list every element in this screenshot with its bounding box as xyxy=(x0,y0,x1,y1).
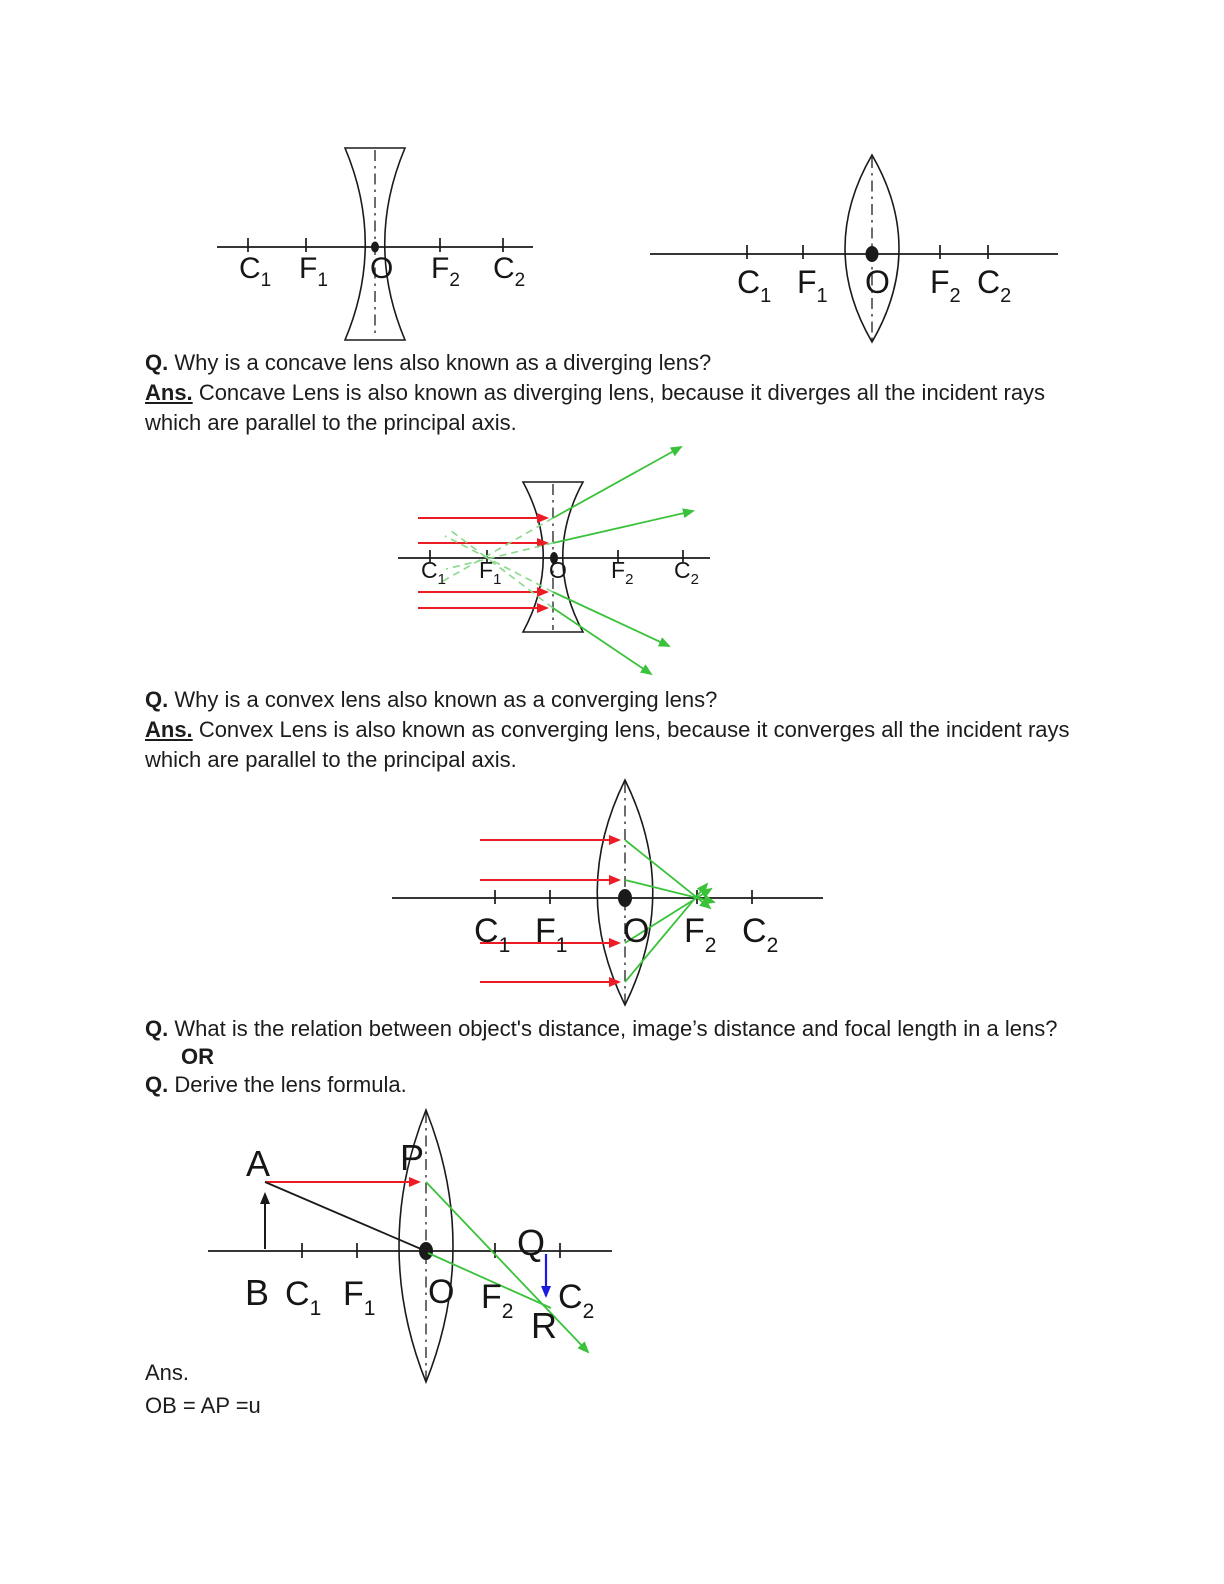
label-r: R xyxy=(531,1305,557,1346)
question-text-1: What is the relation between object's distance, image’s distance and focal length in a lens? xyxy=(174,1016,1058,1041)
label-f2: $F_2$ xyxy=(684,912,717,957)
ans-label: Ans. xyxy=(145,717,193,742)
label-o: O xyxy=(623,912,650,950)
answer-line-1 xyxy=(145,715,1070,745)
optical-centre-dot xyxy=(618,889,632,907)
question-text: Why is a concave lens also known as a diverging lens? xyxy=(174,350,712,375)
label-f1: $F_1$ xyxy=(797,264,828,307)
answer-line-1 xyxy=(145,378,1045,408)
green-diverging-ray xyxy=(553,511,693,543)
diagram-lens-formula xyxy=(200,1100,625,1390)
label-f1: $F_1$ xyxy=(535,912,568,957)
question-line xyxy=(145,685,1070,715)
label-c2: $C_2$ xyxy=(493,252,526,291)
label-f2: $F_2$ xyxy=(930,264,961,307)
green-ray-P-through-F2 xyxy=(426,1182,588,1352)
label-c1: $C_1$ xyxy=(421,557,446,588)
q-label: Q. xyxy=(145,1016,169,1041)
diagram-convex-converging-rays xyxy=(385,770,830,1010)
question-line-2 xyxy=(145,1071,1057,1099)
question-text-2: Derive the lens formula. xyxy=(174,1072,407,1097)
label-o: O xyxy=(370,252,394,285)
question-text: Why is a convex lens also known as a converging lens? xyxy=(174,687,718,712)
formula-text: OB = AP =u xyxy=(145,1393,261,1418)
qa-convex-block xyxy=(145,685,1070,775)
diagram-convex-lens xyxy=(640,140,1070,360)
label-f2: $F_2$ xyxy=(431,252,460,291)
lens-formula-line1 xyxy=(145,1392,261,1420)
label-c1: $C_1$ xyxy=(474,912,511,957)
label-f1: $F_1$ xyxy=(299,252,328,291)
label-o: O xyxy=(549,557,567,583)
label-c1: $C_1$ xyxy=(285,1275,322,1320)
q-label: Q. xyxy=(145,1072,169,1097)
diagram-concave-lens xyxy=(210,130,550,350)
label-f1: $F_1$ xyxy=(479,557,502,588)
answer-text-1: Concave Lens is also known as diverging lens, because it diverges all the incident rays xyxy=(198,380,1046,405)
q-label: Q. xyxy=(145,687,169,712)
ans-label: Ans. xyxy=(145,380,193,405)
label-a: A xyxy=(246,1143,271,1184)
label-f2: $F_2$ xyxy=(481,1278,514,1323)
optical-centre-dot xyxy=(371,242,379,253)
label-c2: $C_2$ xyxy=(558,1278,595,1323)
answer-text-2: which are parallel to the principal axis. xyxy=(145,747,517,772)
label-b: B xyxy=(245,1272,270,1313)
label-f2: $F_2$ xyxy=(611,557,634,588)
label-c1: $C_1$ xyxy=(737,264,772,307)
virtual-ray-dashed xyxy=(446,543,553,569)
green-diverging-ray xyxy=(553,608,651,674)
q-label: Q. xyxy=(145,350,169,375)
question-line-1 xyxy=(145,1015,1057,1043)
lens-formula-answer xyxy=(145,1359,189,1387)
label-p: P xyxy=(400,1137,425,1178)
label-q: Q xyxy=(517,1222,546,1263)
answer-text-1: Convex Lens is also known as converging lens, because it converges all the incident rays xyxy=(198,717,1070,742)
or-separator: OR xyxy=(181,1044,214,1069)
question-line xyxy=(145,348,1045,378)
label-f1: $F_1$ xyxy=(343,1275,376,1320)
answer-text-2: which are parallel to the principal axis. xyxy=(145,410,517,435)
label-c2: $C_2$ xyxy=(674,557,699,588)
label-c2: $C_2$ xyxy=(977,264,1012,307)
qa-lens-formula-block xyxy=(145,1015,1057,1099)
label-c2: $C_2$ xyxy=(742,912,779,957)
ans-label: Ans. xyxy=(145,1360,190,1385)
label-c1: $C_1$ xyxy=(239,252,272,291)
label-o: O xyxy=(428,1273,455,1311)
label-o: O xyxy=(865,264,890,300)
optical-centre-dot xyxy=(866,246,879,262)
diagram-concave-diverging-rays xyxy=(390,425,720,690)
